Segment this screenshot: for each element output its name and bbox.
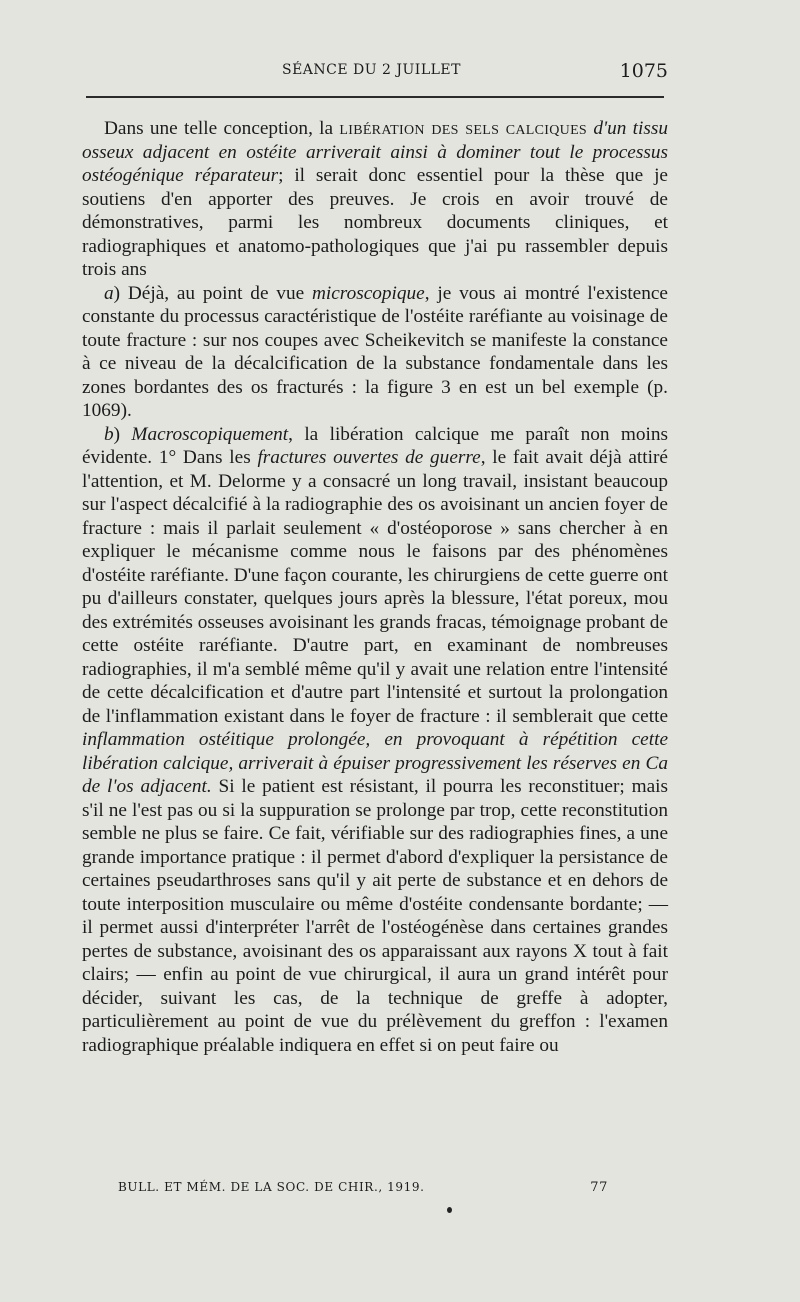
body-text — [82, 117, 668, 1057]
page-number: 1075 — [619, 60, 668, 82]
italic-text: fractures ouvertes de guerre — [257, 447, 481, 468]
italic-text: Macroscopiquement — [131, 423, 289, 445]
text-segment: , la libération calcique me paraît non moins évidente. 1° Dans les — [82, 423, 668, 468]
text-segment: Si le patient est résistant, il pourra les reconstituer; mais s'il ne l'est pas ou si la suppuration se prolonge par trop, cette reconstitution semble ne plus se faire. Ce fait, vérifiable sur des radiographies fines, a une grande importance pratique : il permet d'abord d'expliquer la persistance de certaines pseudarthroses sans qu'il y ait perte de substance et en dehors de toute interposition musculaire ou même d'ostéite condensante bordante; — il permet aussi d'interpréter l'arrêt de l'ostéogénèse dans certaines grandes pertes de substance, avoisinant des os apparaissant aux rayons X tout à fait clairs; — enfin au point de vue chirurgical, il aura un grand intérêt pour décider, suivant les cas, de la technique de greffe à adopter, particulièrement au point de vue du prélèvement du greffon : l'examen radiographique préalable indiquera en effet si on peut faire ou — [82, 776, 668, 1056]
text-segment: ) Déjà, au point de vue — [113, 282, 312, 304]
text-segment: , le fait avait déjà attiré l'attention, et M. Delorme y a consacré un long travail, insistant beaucoup sur l'aspect décalcifié à la radiographie des os avoisinant un ancien foyer de fracture : mais il parlait seulement « d'ostéoporose » sans chercher à en expliquer le mécanisme comme nous le faisons par des phénomènes d'ostéite raréfiante. D'une façon courante, les chirurgiens de cette guerre ont pu d'ailleurs constater, quelques jours après la blessure, l'état poreux, mou des extrémités osseuses avoisinant les grands fracas, témoignage probant de cette ostéite raréfiante. D'autre part, en examinant de nombreuses radiographies, il m'a semblé même qu'il y avait une relation entre l'intensité de cette décalcification et d'autre part l'intensité et surtout la prolongation de l'inflammation existant dans le foyer de fracture : il semblerait que cette — [82, 447, 668, 727]
page-header — [82, 60, 668, 86]
paragraph — [82, 282, 668, 423]
text-segment: ; il serait donc essentiel pour la thèse que je soutiens d'en apporter des preuves. Je crois en avoir trouvé de démonstratives, parmi les nombreux documents cliniques, et radiographiques et anatomo-pathologiques que j'ai pu rassembler depuis trois ans — [82, 165, 668, 280]
text-segment: Dans une telle conception, la — [104, 118, 340, 139]
paragraph — [82, 423, 668, 1058]
text-segment: , je vous ai montré l'existence constante du processus caractéristique de l'ostéite raréfiante au voisinage de toute fracture : sur nos coupes avec Scheikevitch se manifeste la constance à ce niveau de la décalcification de la substance fondamentale dans les zones bordantes des os fracturés : la figure 3 en est un bel exemple (p. 1069). — [82, 282, 668, 421]
italic-text: a — [104, 282, 114, 304]
italic-text: inflammation ostéitique prolongée, en provoquant à répétition cette libération calcique, arriverait à épuiser progressivement les réserves en Ca de l'os adjacent. — [82, 729, 668, 797]
ink-spot — [447, 1207, 452, 1213]
journal-reference: BULL. ET MÉM. DE LA SOC. DE CHIR., 1919. — [118, 1180, 425, 1194]
paragraph — [82, 117, 668, 282]
italic-text: b — [104, 423, 114, 445]
page-footer — [118, 1180, 608, 1200]
italic-text: d'un tissu osseux adjacent en ostéite arriverait ainsi à dominer tout le processus ostéogénique réparateur — [82, 118, 668, 186]
italic-text: microscopique — [311, 282, 425, 304]
running-title: SÉANCE DU 2 JUILLET — [282, 62, 461, 78]
signature-mark: 77 — [590, 1180, 608, 1195]
text-segment: ) — [113, 423, 132, 445]
header-rule — [86, 96, 664, 98]
small-caps-text: libération des sels calciques — [339, 118, 588, 139]
